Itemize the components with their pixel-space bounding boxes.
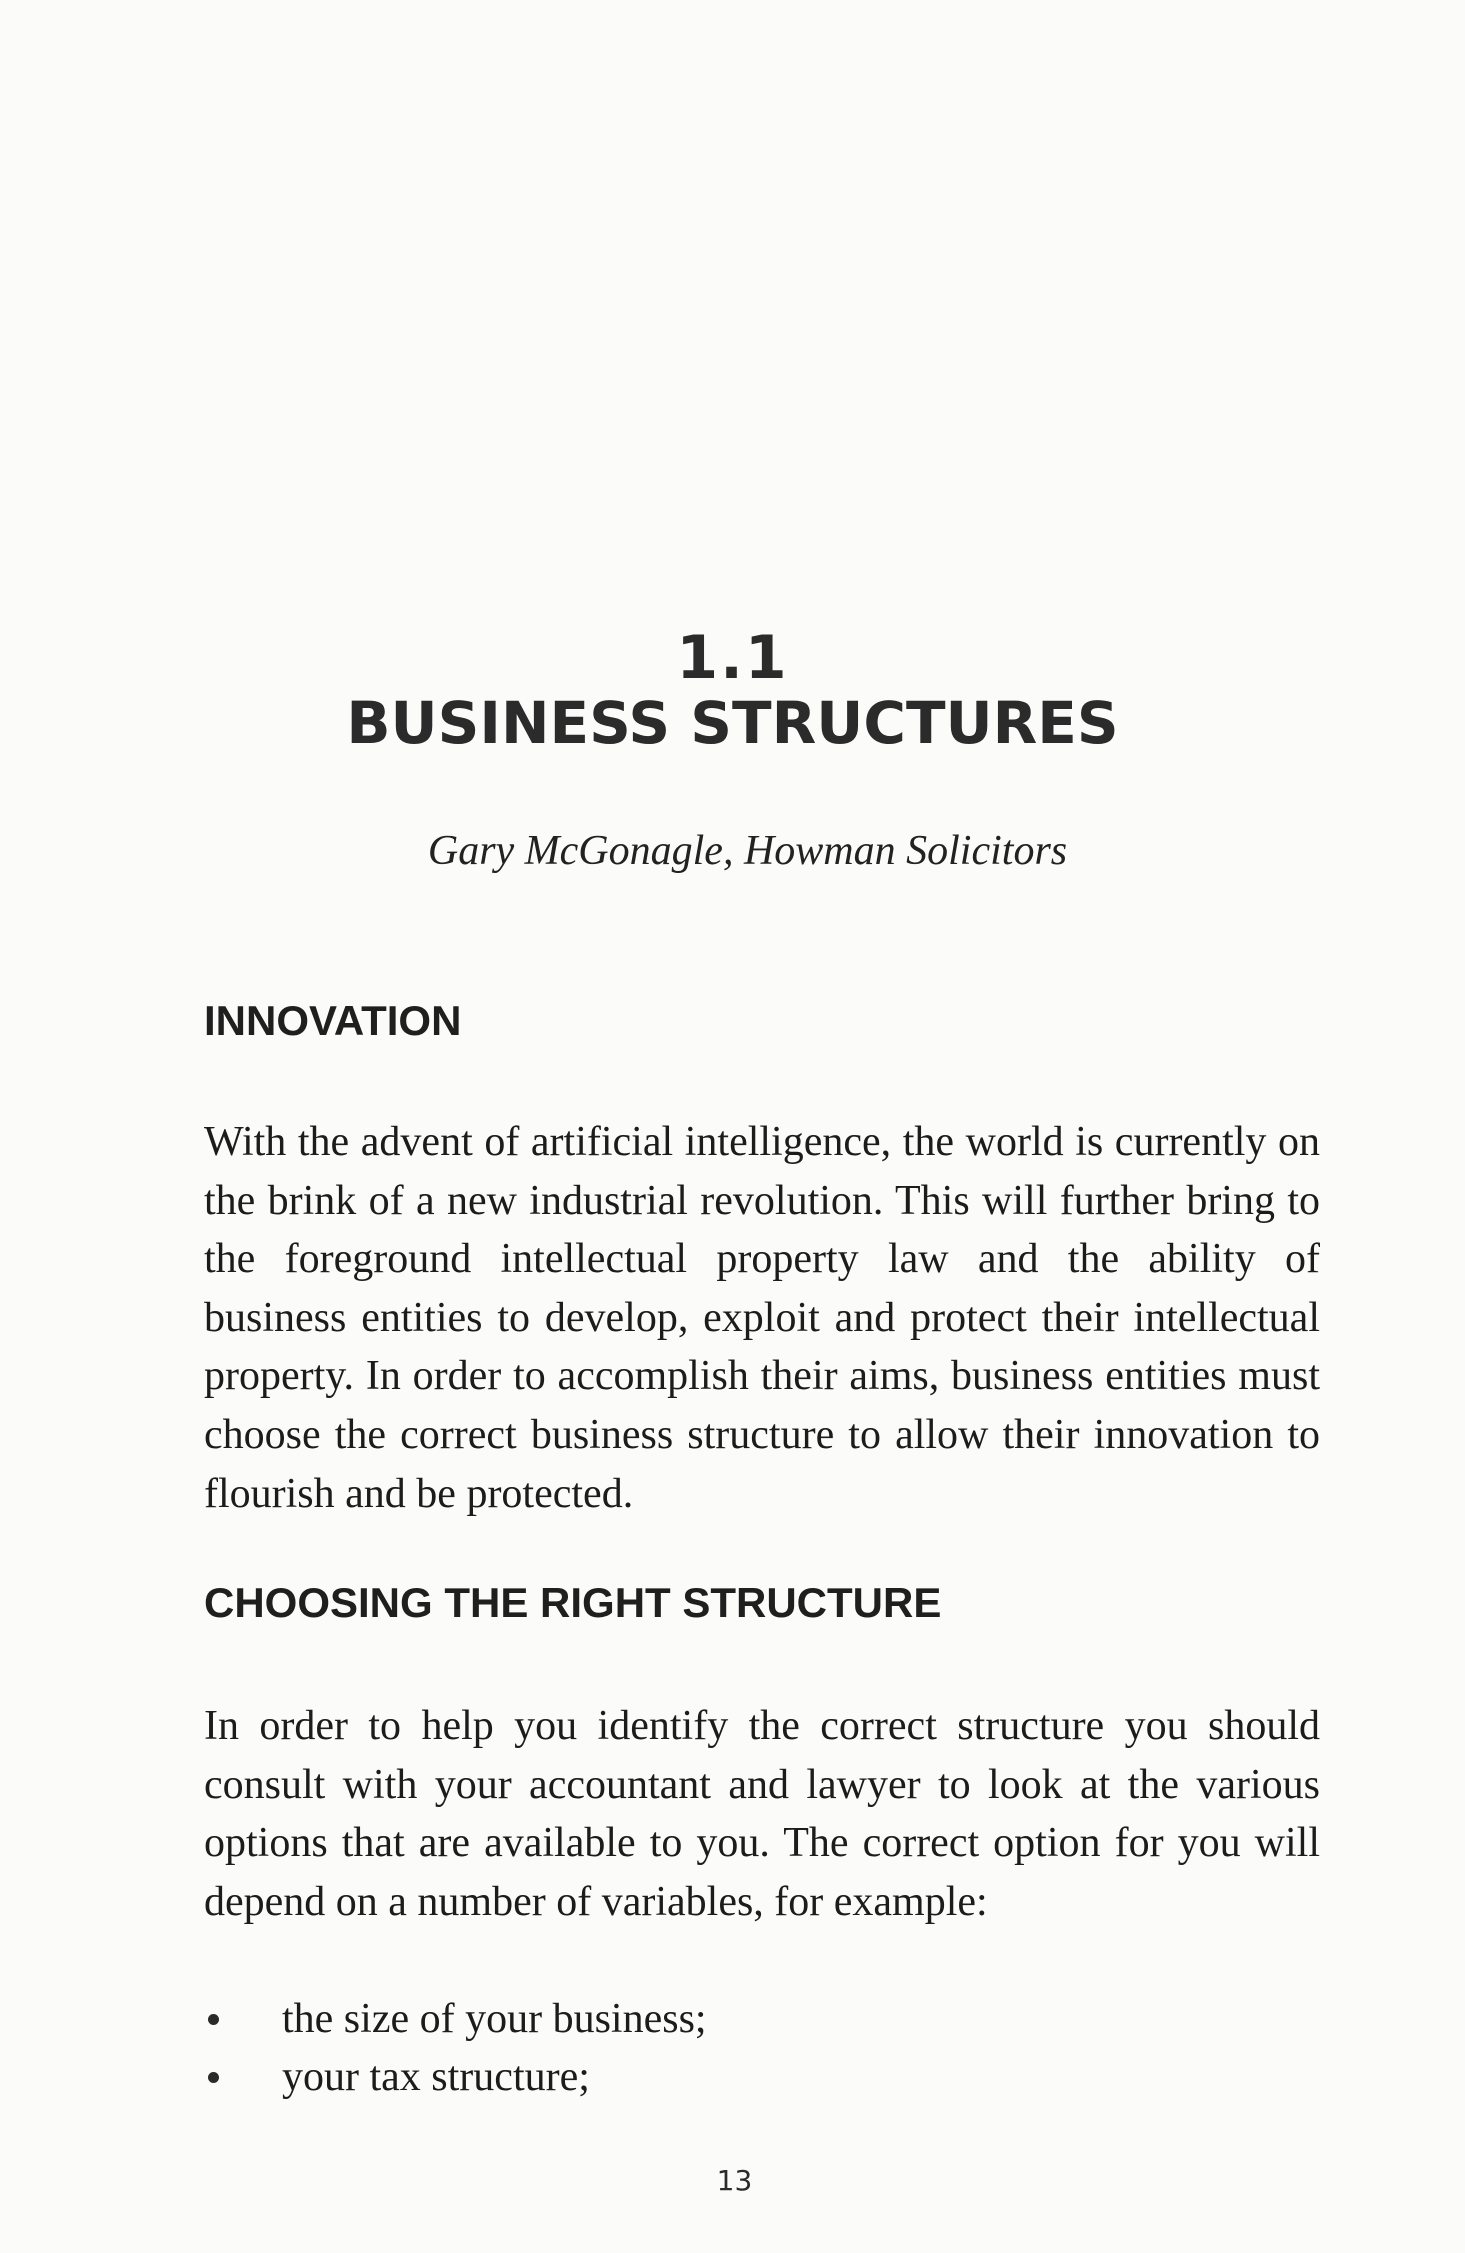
list-item-text: the size of your business; (282, 1996, 707, 2042)
list-item-text: your tax structure; (282, 2054, 590, 2100)
paragraph-choosing-structure: In order to help you identify the correct structure you should consult with your accountant and lawyer to look at the various options that are available to you. The correct option for you will depend on a number of variables, for example: (204, 1703, 1320, 1925)
section-heading-innovation: INNOVATION (204, 997, 462, 1044)
section-heading-choosing-structure: CHOOSING THE RIGHT STRUCTURE (204, 1579, 942, 1626)
variables-list (204, 1990, 707, 2106)
chapter-number: 1.1 (676, 623, 789, 693)
chapter-title: BUSINESS STRUCTURES (346, 689, 1119, 757)
list-item (204, 1990, 707, 2048)
list-item (204, 2048, 707, 2106)
page-number: 13 (716, 2164, 753, 2197)
bullet-icon (208, 2072, 219, 2083)
author-byline: Gary McGonagle, Howman Solicitors (427, 828, 1068, 874)
paragraph-innovation: With the advent of artificial intelligence, the world is currently on the brink of a new industrial revolution. This will further bring to the foreground intellectual property law and the ability of business entities to develop, exploit and protect their intellectual property. In order to accomplish their aims, business entities must choose the correct business structure to allow their innovation to flourish and be protected. (204, 1119, 1320, 1517)
bullet-icon (208, 2014, 219, 2025)
